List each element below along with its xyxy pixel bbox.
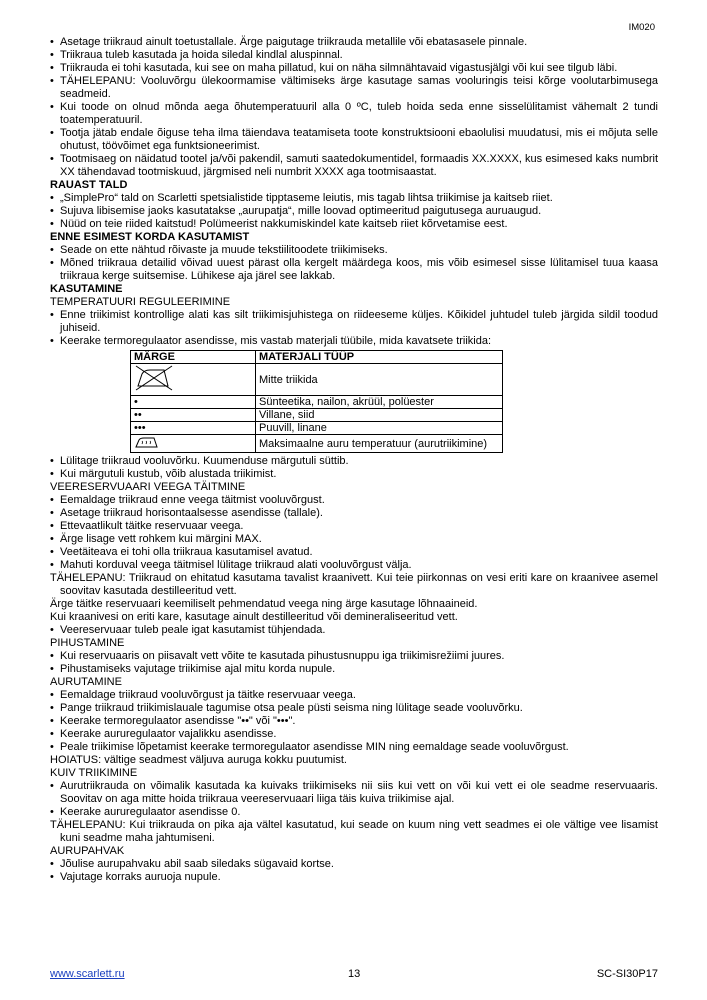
warning-paragraph: HOIATUS: vältige seadmest väljuva auruga kokku puutumist.: [50, 754, 347, 766]
list-item: • Pihustamiseks vajutage triikimise ajal mitu korda nupule.: [50, 663, 658, 676]
list-item: • TÄHELEPANU: Vooluvõrgu ülekoormamise vältimiseks ärge kasutage samas vooluringis teisi kõrge voolutarbimusega seadmeid.: [50, 75, 658, 101]
list-item: • Keerake termoregulaator asendisse, mis vastab materjali tüübile, mida kavatsete triikida:: [50, 335, 658, 348]
list-item: • Triikraua tuleb kasutada ja hoida siledal kindlal aluspinnal.: [50, 49, 658, 62]
list-item: • Mõned triikraua detailid võivad uuest pärast olla kergelt määrdega koos, mis võib esimesel sisse lülitamisel tuua kaasa triikraua kerge suitsemise. Lühikese aja järel see lakkab.: [50, 257, 658, 283]
list-item: • Asetage triikraud horisontaalsesse asendisse (tallale).: [50, 507, 658, 520]
list-item: • „SimplePro“ tald on Scarletti spetsialistide tipptaseme leiutis, mis tagab lihtsa triikimise ja kaitseb riiet.: [50, 192, 658, 205]
page-number: 13: [348, 968, 361, 980]
table-cell-mark: [131, 364, 256, 396]
list-item: • Sujuva libisemise jaoks kasutatakse „aurupatja“, mille loovad optimeeritud paigutusega auruaugud.: [50, 205, 658, 218]
table-cell-mark: •: [131, 396, 256, 409]
column-header-mark: MÄRGE: [131, 351, 256, 364]
column-header-material: MATERJALI TÜÜP: [256, 351, 503, 364]
paragraph: Ärge täitke reservuaari keemiliselt pehmendatud veega ning ärge kasutage lõhnaaineid.: [50, 598, 478, 610]
list-item: • Enne triikimist kontrollige alati kas silt triikimisjuhistega on riideeseme küljes. Kõikidel juhtudel tuleb järgida sildil toodud juhiseid.: [50, 309, 658, 335]
subsection-heading: AURUTAMINE: [50, 676, 122, 688]
safety-list: [50, 36, 658, 179]
list-item: • Vajutage korraks auruoja nupule.: [50, 871, 658, 884]
list-item: • Tootmisaeg on näidatud tootel ja/või pakendil, samuti saatedokumentidel, formaadis XX.XXXX, kus esimesed kaks numbrit XX tähendavad tootmiskuud, järgmised neli numbrit XXXX aga tootmisaastat.: [50, 153, 658, 179]
list-item: • Pange triikraud triikimislauale tagumise otsa peale püsti seisma ning lülitage seade vooluvõrku.: [50, 702, 658, 715]
list-item: • Kui toode on olnud mõnda aega õhutemperatuuril alla 0 ºC, tuleb hoida seda enne sisselülitamist vähemalt 2 tundi toatemperatuuril.: [50, 101, 658, 127]
table-row: [131, 422, 503, 435]
subsection-heading: VEERESERVUAARI VEEGA TÄITMINE: [50, 481, 246, 493]
list-item: • Veetäiteava ei tohi olla triikraua kasutamisel avatud.: [50, 546, 658, 559]
list-item: • Aurutriikrauda on võimalik kasutada ka kuivaks triikimiseks nii siis kui vett on või kui vett ei ole seadme reservuaaris. Soovitav on aga mitte hoida triikraua veereservuaari liiga täis kuiva triikimise ajal.: [50, 780, 658, 806]
list-item: • Keerake aururegulaator asendisse 0.: [50, 806, 658, 819]
section-heading: RAUAST TALD: [50, 179, 128, 191]
warning-paragraph: TÄHELEPANU: Kui triikrauda on pika aja vältel kasutatud, kui seade on kuum ning vett seadmes ei ole vältige vee lisamist kuni seadme maha jahtumiseni.: [50, 819, 658, 844]
table-header-row: [131, 351, 503, 364]
table-cell-material: Villane, siid: [256, 409, 503, 422]
table-row: [131, 364, 503, 396]
subsection-heading: KUIV TRIIKIMINE: [50, 767, 138, 779]
steam-iron-icon: [134, 435, 160, 452]
list-item: • Mahuti korduval veega täitmisel lülitage triikraud alati vooluvõrgust välja.: [50, 559, 658, 572]
table-cell-material: Maksimaalne auru temperatuur (aurutriikimine): [256, 435, 503, 453]
list-item: • Kui reservuaaris on piisavalt vett võite te kasutada pihustusnuppu iga triikimisrežiimi juures.: [50, 650, 658, 663]
list-item: • Ärge lisage vett rohkem kui märgini MAX.: [50, 533, 658, 546]
list-item: • Eemaldage triikraud vooluvõrgust ja täitke reservuaar veega.: [50, 689, 658, 702]
subsection-heading: TEMPERATUURI REGULEERIMINE: [50, 296, 231, 308]
table-cell-mark: ••: [131, 409, 256, 422]
list-item: • Lülitage triikraud vooluvõrku. Kuumenduse märgutuli süttib.: [50, 455, 658, 468]
warning-paragraph: TÄHELEPANU: Triikraud on ehitatud kasutama tavalist kraanivett. Kui teie piirkonnas on vesi eriti kare on kraanivee asemel soovitav kasutada destilleeritud vett.: [50, 572, 658, 597]
table-cell-mark: •••: [131, 422, 256, 435]
list-item: • Ettevaatlikult täitke reservuaar veega.: [50, 520, 658, 533]
list-item: • Keerake termoregulaator asendisse "••" või "•••".: [50, 715, 658, 728]
list-item: • Peale triikimise lõpetamist keerake termoregulaator asendisse MIN ning eemaldage seade vooluvõrgust.: [50, 741, 658, 754]
subsection-heading: PIHUSTAMINE: [50, 637, 125, 649]
section-heading: KASUTAMINE: [50, 283, 123, 295]
list-item: • Nüüd on teie riided kaitstud! Polümeerist nakkumiskindel kate kaitseb riiet kõrvetamise eest.: [50, 218, 658, 231]
list-item: • Kui märgutuli kustub, võib alustada triikimist.: [50, 468, 658, 481]
list-item: • Eemaldage triikraud enne veega täitmist vooluvõrgust.: [50, 494, 658, 507]
list-item: • Veereservuaar tuleb peale igat kasutamist tühjendada.: [50, 624, 658, 637]
no-iron-icon: [134, 364, 174, 395]
document-code: IM020: [628, 22, 655, 33]
table-cell-material: Mitte triikida: [256, 364, 503, 396]
paragraph: Kui kraanivesi on eriti kare, kasutage ainult destilleeritud või demineraliseeritud vett.: [50, 611, 458, 623]
list-item: • Triikrauda ei tohi kasutada, kui see on maha pillatud, kui on näha silmnähtavaid vigastusjälgi või kui see tilgub läbi.: [50, 62, 658, 75]
table-row: [131, 409, 503, 422]
table-cell-material: Puuvill, linane: [256, 422, 503, 435]
list-item: • Keerake aururegulaator vajalikku asendisse.: [50, 728, 658, 741]
model-code: SC-SI30P17: [596, 968, 658, 980]
section-heading: ENNE ESIMEST KORDA KASUTAMIST: [50, 231, 250, 243]
temperature-table: [130, 350, 503, 453]
table-cell-material: Sünteetika, nailon, akrüül, polüester: [256, 396, 503, 409]
subsection-heading: AURUPAHVAK: [50, 845, 125, 857]
website-link[interactable]: www.scarlett.ru: [50, 968, 125, 980]
list-item: • Seade on ette nähtud rõivaste ja muude tekstiilitoodete triikimiseks.: [50, 244, 658, 257]
list-item: • Asetage triikraud ainult toetustallale. Ärge paigutage triikrauda metallile või ebatasasele pinnale.: [50, 36, 658, 49]
table-cell-mark: [131, 435, 256, 453]
list-item: • Tootja jätab endale õiguse teha ilma täiendava teatamiseta toote konstruktsiooni ebaolulisi muudatusi, mis ei mõjuta selle ohutust, töövõimet ega funktsioneerimist.: [50, 127, 658, 153]
table-row: [131, 396, 503, 409]
table-row: [131, 435, 503, 453]
document-body: [50, 36, 658, 884]
list-item: • Jõulise aurupahvaku abil saab siledaks sügavaid kortse.: [50, 858, 658, 871]
